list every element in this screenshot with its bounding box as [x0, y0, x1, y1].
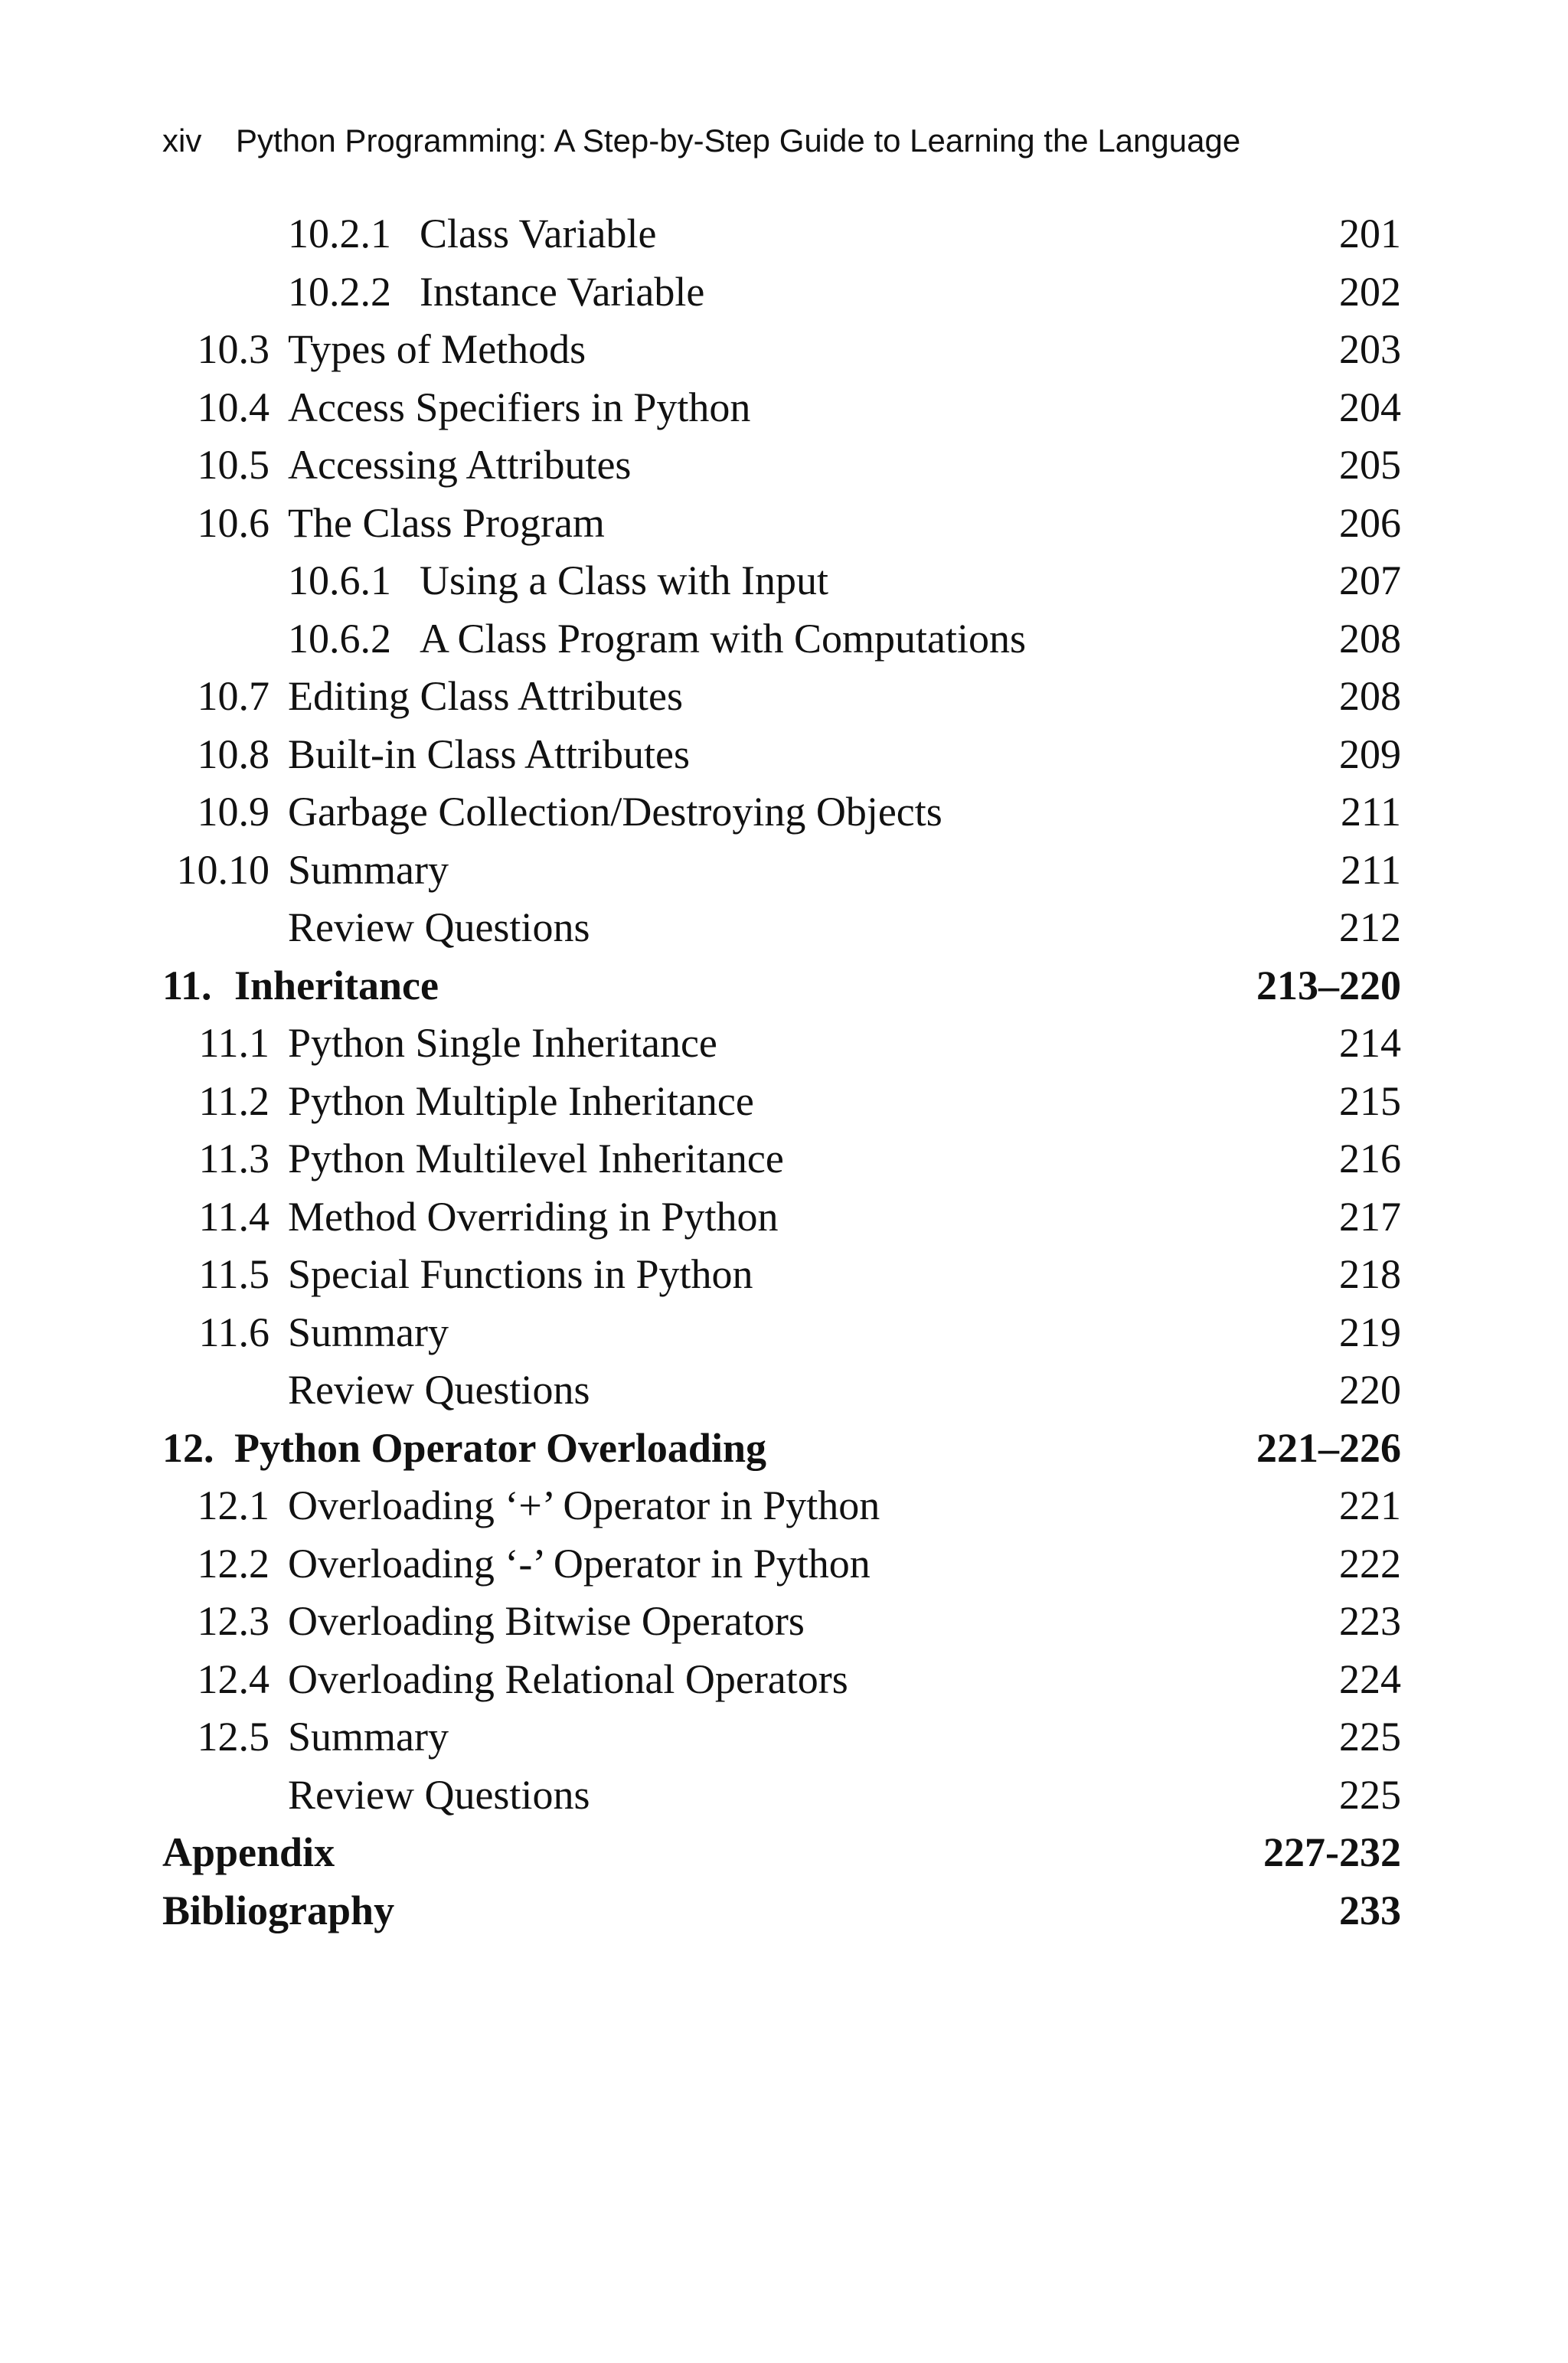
toc-entry-number: 11.5 [198, 1251, 270, 1297]
toc-entry-title: Types of Methods [288, 326, 586, 372]
toc-entry-section [162, 1708, 1401, 1767]
toc-entry-top [162, 1824, 1401, 1882]
toc-entry-section [162, 379, 1401, 437]
toc-entry-title: Review Questions [288, 904, 590, 950]
toc-entry-title: Built-in Class Attributes [288, 730, 691, 777]
toc-entry-title: Overloading ‘+’ Operator in Python [288, 1482, 880, 1528]
toc-entry-title: Access Specifiers in Python [288, 384, 751, 430]
toc-entry-page: 204 [1339, 384, 1401, 430]
toc-entry-number: 10.6.1 [288, 557, 391, 603]
toc-entry-title: Instance Variable [420, 268, 705, 315]
toc-entry-number: 11.1 [198, 1020, 270, 1066]
toc-entry-section [162, 436, 1401, 495]
running-head [162, 119, 1240, 162]
toc-entry-page: 208 [1339, 673, 1401, 719]
toc-entry-page: 207 [1339, 557, 1401, 603]
toc-entry-number: 12. [162, 1424, 214, 1471]
toc-entry-section [162, 1188, 1401, 1247]
toc-entry-page: 203 [1339, 326, 1401, 372]
toc-entry-page: 215 [1339, 1077, 1401, 1124]
toc-entry-number: 11.3 [198, 1136, 270, 1182]
toc-entry-number: 12.4 [197, 1655, 270, 1702]
toc-entry-number: 10.2.1 [288, 211, 391, 257]
toc-entry-title: Summary [288, 1714, 449, 1760]
toc-entry-number: 11.4 [198, 1193, 270, 1240]
toc-entry-number: 10.7 [197, 673, 270, 719]
toc-entry-section [162, 726, 1401, 784]
toc-entry-section [162, 1304, 1401, 1362]
toc-entry-number: 10.3 [197, 326, 270, 372]
toc-entry-chapter [162, 957, 1401, 1015]
toc-entry-subsection [162, 205, 1401, 263]
toc-entry-number: 12.5 [197, 1714, 270, 1760]
toc-entry-number: 12.2 [197, 1540, 270, 1587]
toc-entry-section [162, 842, 1401, 900]
toc-entry-section [162, 1015, 1401, 1073]
toc-entry-title: Overloading ‘-’ Operator in Python [288, 1540, 871, 1587]
toc-entry-page: 224 [1339, 1655, 1401, 1702]
toc-entry-number: 10.6 [197, 499, 270, 546]
toc-entry-subsection [162, 610, 1401, 668]
toc-entry-title: Summary [288, 1309, 449, 1355]
page-folio: xiv [162, 123, 202, 159]
toc-entry-page: 209 [1339, 730, 1401, 777]
toc-entry-title: Using a Class with Input [420, 557, 828, 603]
toc-entry-number: 10.5 [197, 442, 270, 488]
toc-entry-section [162, 1593, 1401, 1651]
toc-entry-page: 202 [1339, 268, 1401, 315]
toc-entry-page: 227-232 [1263, 1829, 1401, 1875]
toc-entry-section [162, 783, 1401, 842]
toc-entry-page: 208 [1339, 615, 1401, 662]
toc-entry-page: 214 [1339, 1020, 1401, 1066]
toc-entry-page: 213–220 [1256, 962, 1401, 1008]
toc-entry-title: Editing Class Attributes [288, 673, 684, 719]
toc-entry-title: Review Questions [288, 1367, 590, 1413]
toc-entry-title: Special Functions in Python [288, 1251, 753, 1297]
toc-entry-page: 221 [1339, 1482, 1401, 1528]
toc-entry-page: 223 [1339, 1598, 1401, 1644]
toc-entry-title: Inheritance [234, 962, 439, 1008]
toc-entry-section [162, 668, 1401, 726]
toc-entry-title: Method Overriding in Python [288, 1193, 779, 1240]
toc-entry-page: 216 [1339, 1136, 1401, 1182]
toc-entry-section [162, 1477, 1401, 1535]
toc-entry-page: 225 [1339, 1714, 1401, 1760]
toc-entry-number: 11. [162, 962, 212, 1008]
toc-entry-number: 12.3 [197, 1598, 270, 1644]
toc-entry-number: 11.6 [198, 1309, 270, 1355]
toc-entry-page: 225 [1339, 1771, 1401, 1818]
toc-entry-top [162, 1882, 1401, 1940]
toc-entry-section [162, 495, 1401, 553]
toc-entry-title: Python Single Inheritance [288, 1020, 717, 1066]
toc-entry-page: 206 [1339, 499, 1401, 546]
toc-entry-number: 10.2.2 [288, 268, 391, 315]
toc-entry-section [162, 1651, 1401, 1709]
toc-entry-page: 217 [1339, 1193, 1401, 1240]
toc-entry-section [162, 1535, 1401, 1593]
toc-entry-number: 12.1 [197, 1482, 270, 1528]
toc-entry-section [162, 321, 1401, 379]
toc-entry-title: Python Operator Overloading [234, 1424, 766, 1471]
toc-entry-page: 205 [1339, 442, 1401, 488]
toc-entry-plain [162, 1361, 1401, 1420]
toc-entry-title: Appendix [162, 1829, 335, 1875]
toc-entry-title: Python Multilevel Inheritance [288, 1136, 784, 1182]
toc-entry-page: 211 [1341, 789, 1401, 835]
toc-entry-page: 219 [1339, 1309, 1401, 1355]
toc-entry-page: 233 [1339, 1887, 1401, 1933]
toc-entry-title: The Class Program [288, 499, 605, 546]
toc-entry-page: 218 [1339, 1251, 1401, 1297]
toc-entry-subsection [162, 552, 1401, 610]
toc-entry-title: Accessing Attributes [288, 442, 632, 488]
toc-entry-title: Garbage Collection/Destroying Objects [288, 789, 942, 835]
toc-entry-page: 201 [1339, 211, 1401, 257]
toc-entry-plain [162, 1767, 1401, 1825]
toc-entry-page: 220 [1339, 1367, 1401, 1413]
book-title: Python Programming: A Step-by-Step Guide to Learning the Language [236, 123, 1241, 159]
toc-entry-page: 221–226 [1256, 1424, 1401, 1471]
toc-entry-number: 10.6.2 [288, 615, 391, 662]
toc-entry-plain [162, 899, 1401, 957]
toc-entry-section [162, 1130, 1401, 1188]
toc-entry-number: 10.10 [176, 846, 270, 893]
toc-entry-section [162, 1073, 1401, 1131]
toc-entry-title: Summary [288, 846, 449, 893]
toc-entry-page: 211 [1341, 846, 1401, 893]
toc-entry-page: 212 [1339, 904, 1401, 950]
toc-entry-section [162, 1246, 1401, 1304]
toc-entry-title: Python Multiple Inheritance [288, 1077, 754, 1124]
toc-entry-title: Bibliography [162, 1887, 395, 1933]
table-of-contents [162, 205, 1401, 1940]
toc-entry-title: Class Variable [420, 211, 657, 257]
toc-entry-title: A Class Program with Computations [420, 615, 1027, 662]
toc-entry-number: 11.2 [198, 1077, 270, 1124]
toc-entry-subsection [162, 263, 1401, 322]
toc-entry-title: Overloading Relational Operators [288, 1655, 848, 1702]
toc-entry-number: 10.8 [197, 730, 270, 777]
toc-entry-number: 10.9 [197, 789, 270, 835]
toc-entry-number: 10.4 [197, 384, 270, 430]
toc-entry-chapter [162, 1420, 1401, 1478]
toc-entry-title: Overloading Bitwise Operators [288, 1598, 805, 1644]
toc-entry-title: Review Questions [288, 1771, 590, 1818]
toc-entry-page: 222 [1339, 1540, 1401, 1587]
